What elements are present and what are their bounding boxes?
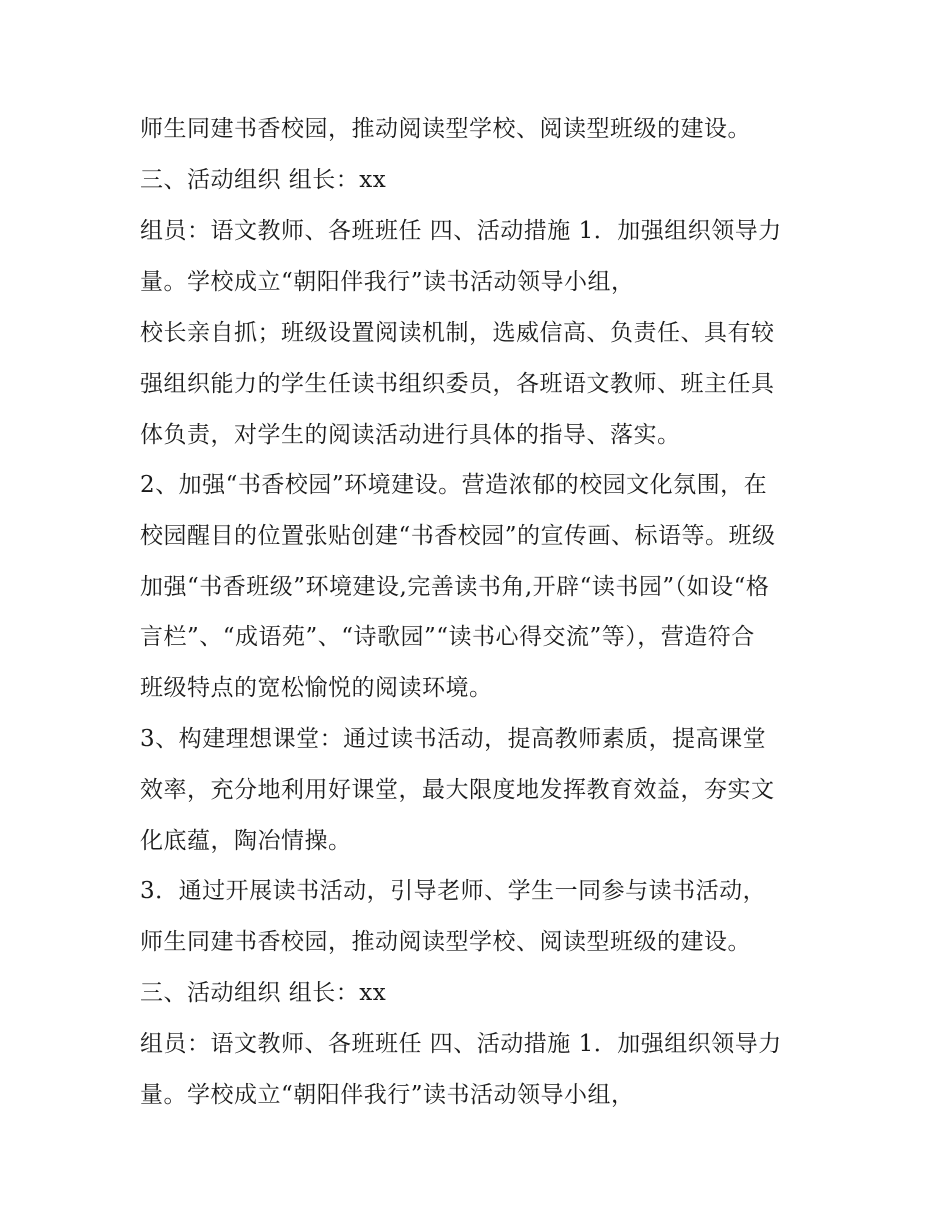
text-line: 3．通过开展读书活动，引导老师、学生一同参与读书活动， xyxy=(140,878,767,904)
text-line: 加强“书香班级”环境建设,完善读书角,开辟“读书园”（如设“格 xyxy=(140,574,770,600)
text-line: 三、活动组织 组长：xx xyxy=(140,167,387,193)
text-line: 校园醒目的位置张贴创建“书香校园”的宣传画、标语等。班级 xyxy=(140,523,776,549)
text-line: 效率，充分地利用好课堂，最大限度地发挥教育效益，夯实文 xyxy=(140,777,775,803)
text-line: 师生同建书香校园，推动阅读型学校、阅读型班级的建设。 xyxy=(140,929,751,955)
text-line: 2、加强“书香校园”环境建设。营造浓郁的校园文化氛围，在 xyxy=(140,472,768,498)
text-line: 校长亲自抓；班级设置阅读机制，选威信高、负责任、具有较 xyxy=(140,320,775,346)
text-line: 量。学校成立“朝阳伴我行”读书活动领导小组， xyxy=(140,1082,635,1108)
text-line: 量。学校成立“朝阳伴我行”读书活动领导小组， xyxy=(140,269,635,295)
text-line: 化底蕴，陶冶情操。 xyxy=(140,828,352,854)
text-line: 体负责，对学生的阅读活动进行具体的指导、落实。 xyxy=(140,422,681,448)
text-line: 班级特点的宽松愉悦的阅读环境。 xyxy=(140,675,493,701)
text-line: 3、构建理想课堂：通过读书活动，提高教师素质，提高课堂 xyxy=(140,726,767,752)
text-line: 强组织能力的学生任读书组织委员，各班语文教师、班主任具 xyxy=(140,371,775,397)
text-line: 组员：语文教师、各班班任 四、活动措施 1．加强组织领导力 xyxy=(140,1031,782,1057)
text-line: 师生同建书香校园，推动阅读型学校、阅读型班级的建设。 xyxy=(140,116,751,142)
text-line: 三、活动组织 组长：xx xyxy=(140,980,387,1006)
text-line: 言栏”、“成语苑”、“诗歌园”“读书心得交流”等），营造符合 xyxy=(140,624,755,650)
text-line: 组员：语文教师、各班班任 四、活动措施 1．加强组织领导力 xyxy=(140,218,782,244)
